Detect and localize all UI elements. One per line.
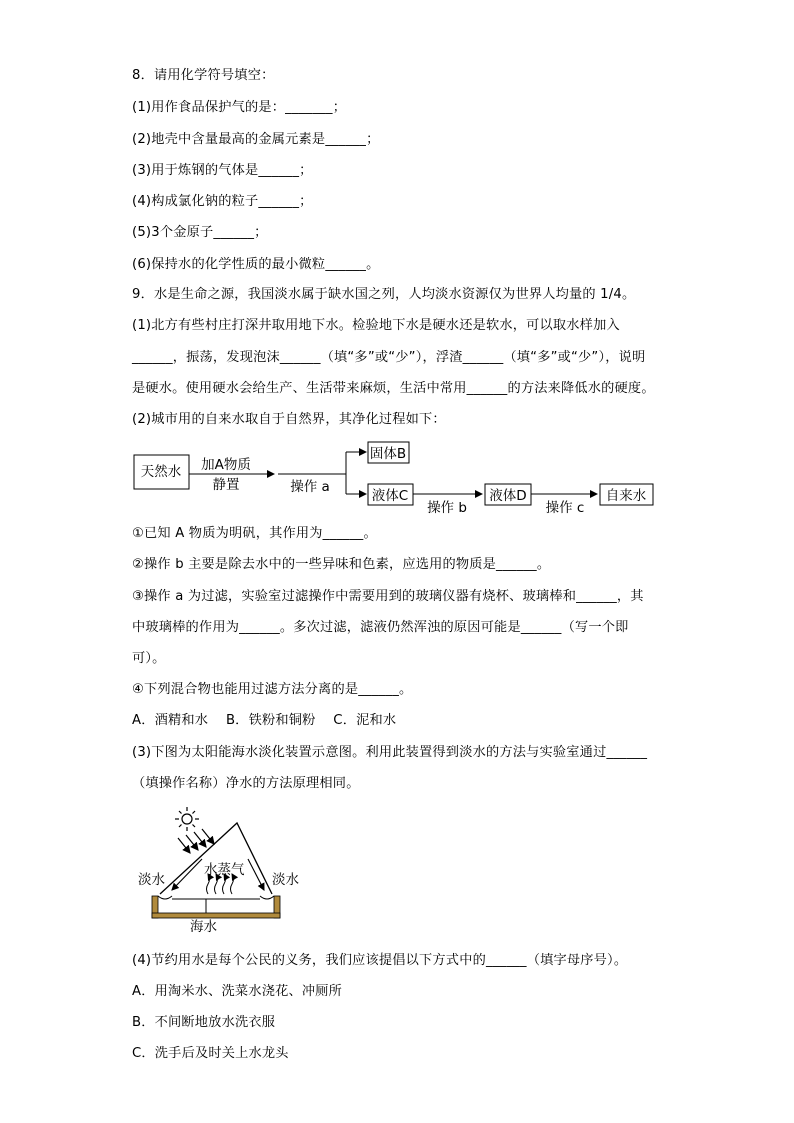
sun-icon bbox=[175, 807, 199, 831]
q8-item-6: (6)保持水的化学性质的最小微粒______。 bbox=[132, 257, 380, 272]
q9-option-a: A．用淘米水、洗菜水浇花、冲厕所 bbox=[132, 984, 343, 999]
q8-item-4: (4)构成氯化钠的粒子______； bbox=[132, 194, 313, 209]
q9-option-b: B．不间断地放水洗衣服 bbox=[132, 1015, 276, 1030]
q8-title: 8．请用化学符号填空： bbox=[132, 68, 275, 83]
q9-sub-1: ①已知 A 物质为明矾，其作用为______。 bbox=[132, 526, 377, 541]
op-a-label: 操作 a bbox=[290, 479, 330, 495]
q8-item-1: (1)用作食品保护气的是：_______； bbox=[132, 100, 347, 115]
q9-sub-3-line-2: 中玻璃棒的作用为______。多次过滤，滤液仍然浑浊的原因可能是______（写一个即 bbox=[132, 620, 629, 635]
basin-floor bbox=[152, 913, 280, 918]
q9-p4: (4)节约用水是每个公民的义务，我们应该提倡以下方式中的______（填字母序号）。 bbox=[132, 953, 628, 968]
q8-item-3: (3)用于炼钢的气体是______； bbox=[132, 163, 313, 178]
box-liquid-c-label: 液体C bbox=[371, 488, 409, 504]
q9-p3-line-2: （填操作名称）净水的方法原理相同。 bbox=[132, 776, 360, 791]
fresh-water-left-arrow bbox=[172, 859, 202, 890]
q9-p1-line-1: (1)北方有些村庄打深井取用地下水。检验地下水是硬水还是软水，可以取水样加入 bbox=[132, 318, 620, 333]
seawater-label: 海水 bbox=[190, 919, 217, 935]
box-solid-b-label: 固体B bbox=[369, 446, 407, 462]
solar-desalination-diagram bbox=[130, 802, 310, 938]
step1-bottom-label: 静置 bbox=[212, 477, 240, 493]
box-end-label: 自来水 bbox=[605, 488, 647, 504]
purification-flow-diagram bbox=[128, 438, 668, 520]
q9-title: 9．水是生命之源，我国淡水属于缺水国之列，人均淡水资源仅为世界人均量的 1/4。 bbox=[132, 287, 636, 302]
q9-p1-line-2: ______，振荡，发现泡沫______（填“多”或“少”），浮渣______（填“多”或“少”），说明 bbox=[132, 350, 646, 365]
q9-p2: (2)城市用的自来水取自于自然界，其净化过程如下： bbox=[132, 412, 446, 427]
fresh-water-right-arrow bbox=[248, 859, 264, 890]
op-b-label: 操作 b bbox=[427, 500, 467, 516]
q8-item-2: (2)地壳中含量最高的金属元素是______； bbox=[132, 132, 380, 147]
q9-sub-3-line-1: ③操作 a 为过滤，实验室过滤操作中需要用到的玻璃仪器有烧杯、玻璃棒和______，其 bbox=[132, 589, 644, 604]
fresh-water-right-label: 淡水 bbox=[272, 872, 299, 888]
box-start-label: 天然水 bbox=[140, 464, 182, 480]
q9-sub-4-options: A．酒精和水 B．铁粉和铜粉 C．泥和水 bbox=[132, 713, 397, 728]
box-liquid-d-label: 液体D bbox=[489, 488, 527, 504]
q9-option-c: C．洗手后及时关上水龙头 bbox=[132, 1046, 289, 1061]
vapor-label: 水蒸气 bbox=[204, 862, 245, 878]
collection-trough-right bbox=[260, 896, 274, 899]
fresh-water-left-label: 淡水 bbox=[138, 872, 165, 888]
q9-sub-2: ②操作 b 主要是除去水中的一些异味和色素，应选用的物质是______。 bbox=[132, 557, 551, 572]
collection-trough-left bbox=[158, 896, 172, 899]
q9-p1-line-3: 是硬水。使用硬水会给生产、生活带来麻烦，生活中常用______的方法来降低水的硬度。 bbox=[132, 381, 655, 396]
q8-item-5: (5)3个金原子______； bbox=[132, 225, 268, 240]
q9-sub-3-line-3: 可）。 bbox=[132, 651, 166, 666]
step1-top-label: 加A物质 bbox=[201, 457, 251, 473]
op-c-label: 操作 c bbox=[545, 500, 585, 516]
q9-p3-line-1: (3)下图为太阳能海水淡化装置示意图。利用此装置得到淡水的方法与实验室通过______ bbox=[132, 745, 648, 760]
q9-sub-4: ④下列混合物也能用过滤方法分离的是______。 bbox=[132, 682, 413, 697]
